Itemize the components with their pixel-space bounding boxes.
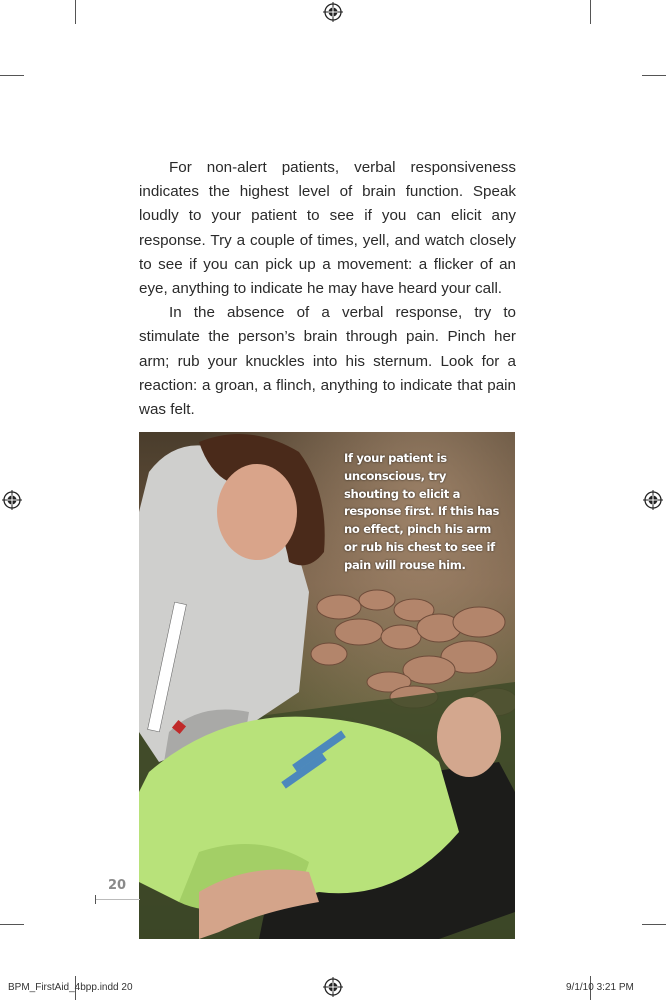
paragraph: In the absence of a verbal response, try to stimulate the person’s brain through pain. Pinch her arm; rub your knuckles into his sternum. Look for a reaction: a groan, a flinch, anything to indicate that pain was felt. bbox=[139, 304, 516, 419]
paragraph: For non-alert patients, verbal responsiveness indicates the highest level of brain function. Speak loudly to your patient to see if you can elicit any response. Try a couple of times, yell, and watch closely to see if you can pick up a movement: a flicker of an eye, anything to indicate he may have heard your call. bbox=[139, 159, 516, 298]
crop-mark bbox=[95, 895, 96, 904]
crop-mark bbox=[0, 75, 24, 76]
page-number: 20 bbox=[108, 878, 127, 893]
registration-mark-icon bbox=[323, 2, 343, 22]
crop-mark bbox=[75, 0, 76, 24]
registration-mark-icon bbox=[643, 490, 663, 510]
registration-mark-icon bbox=[323, 977, 343, 997]
crop-mark bbox=[642, 75, 666, 76]
body-text bbox=[139, 156, 516, 422]
registration-mark-icon bbox=[2, 490, 22, 510]
slug-date: 9/1/10 3:21 PM bbox=[566, 982, 634, 993]
crop-mark bbox=[642, 924, 666, 925]
photo-caption: If your patient is unconscious, try shouting to elicit a response first. If this has no effect, pinch his arm or rub his chest to see if pain will rouse him. bbox=[344, 451, 500, 572]
crop-mark bbox=[590, 0, 591, 24]
page-number-rule bbox=[95, 899, 140, 900]
crop-mark bbox=[0, 924, 24, 925]
first-aid-photo bbox=[139, 432, 515, 939]
slug-filename: BPM_FirstAid_4bpp.indd 20 bbox=[8, 982, 133, 993]
